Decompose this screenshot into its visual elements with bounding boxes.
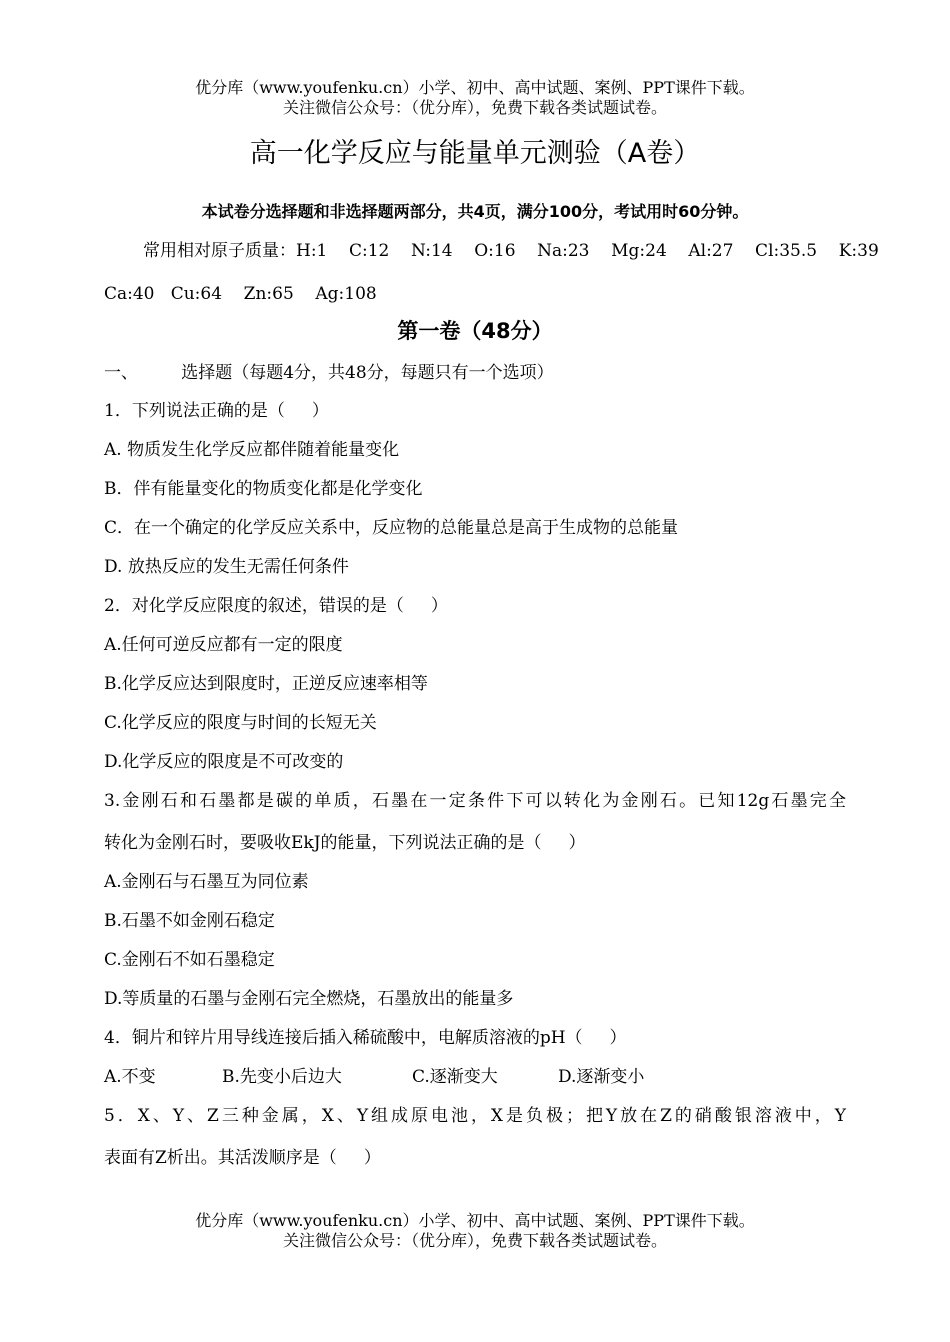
q4-option-c: C.逐渐变大: [412, 1067, 498, 1087]
exam-description: 本试卷分选择题和非选择题两部分，共4页，满分100分，考试用时60分钟。: [201, 202, 749, 221]
q2-stem: 2．对化学反应限度的叙述，错误的是（ ）: [104, 596, 448, 616]
q1-option-d: D. 放热反应的发生无需任何条件: [104, 557, 349, 577]
q3-stem-line-2: 转化为金刚石时，要吸收EkJ的能量，下列说法正确的是（ ）: [104, 833, 586, 853]
header-line-2: 关注微信公众号：（优分库），免费下载各类试题试卷。: [282, 98, 667, 117]
exam-title: 高一化学反应与能量单元测验（A卷）: [249, 138, 701, 169]
q2-option-a: A.任何可逆反应都有一定的限度: [104, 635, 343, 655]
q4-option-b: B.先变小后边大: [222, 1067, 342, 1087]
q3-stem-line-1: 3.金刚石和石墨都是碳的单质，石墨在一定条件下可以转化为金刚石。已知12g石墨完全: [104, 791, 846, 811]
q3-option-c: C.金刚石不如石墨稳定: [104, 950, 275, 970]
q1-option-c: C．在一个确定的化学反应关系中，反应物的总能量总是高于生成物的总能量: [104, 518, 679, 538]
q3-option-d: D.等质量的石墨与金刚石完全燃烧，石墨放出的能量多: [104, 989, 514, 1009]
q1-option-b: B．伴有能量变化的物质变化都是化学变化: [104, 479, 423, 499]
atomic-mass-line-2: Ca:40 Cu:64 Zn:65 Ag:108: [104, 284, 377, 304]
section-intro: 一、 选择题（每题4分，共48分，每题只有一个选项）: [104, 363, 554, 383]
q4-stem: 4．铜片和锌片用导线连接后插入稀硫酸中，电解质溶液的pH（ ）: [104, 1028, 627, 1048]
q4-option-a: A.不变: [104, 1067, 156, 1087]
footer-line-1: 优分库（www.youfenku.cn）小学、初中、高中试题、案例、PPT课件下载。: [195, 1211, 755, 1230]
q3-option-b: B.石墨不如金刚石稳定: [104, 911, 275, 931]
q5-stem-line-2: 表面有Z析出。其活泼顺序是（ ）: [104, 1148, 381, 1168]
footer-line-2: 关注微信公众号：（优分库），免费下载各类试题试卷。: [282, 1231, 667, 1250]
q1-option-a: A. 物质发生化学反应都伴随着能量变化: [104, 440, 400, 460]
q2-option-b: B.化学反应达到限度时，正逆反应速率相等: [104, 674, 428, 694]
q3-option-a: A.金刚石与石墨互为同位素: [104, 872, 309, 892]
header-line-1: 优分库（www.youfenku.cn）小学、初中、高中试题、案例、PPT课件下载。: [195, 78, 755, 97]
q5-stem-line-1: 5．X、Y、Z三种金属，X、Y组成原电池，X是负极；把Y放在Z的硝酸银溶液中，Y: [104, 1106, 846, 1126]
q2-option-c: C.化学反应的限度与时间的长短无关: [104, 713, 377, 733]
q2-option-d: D.化学反应的限度是不可改变的: [104, 752, 344, 772]
atomic-mass-line-1: 常用相对原子质量：H:1 C:12 N:14 O:16 Na:23 Mg:24 Al:27 Cl:35.5 K:39: [143, 241, 879, 261]
section-title: 第一卷（48分）: [397, 319, 553, 343]
q1-stem: 1．下列说法正确的是（ ）: [104, 401, 329, 421]
q4-option-d: D.逐渐变小: [558, 1067, 645, 1087]
